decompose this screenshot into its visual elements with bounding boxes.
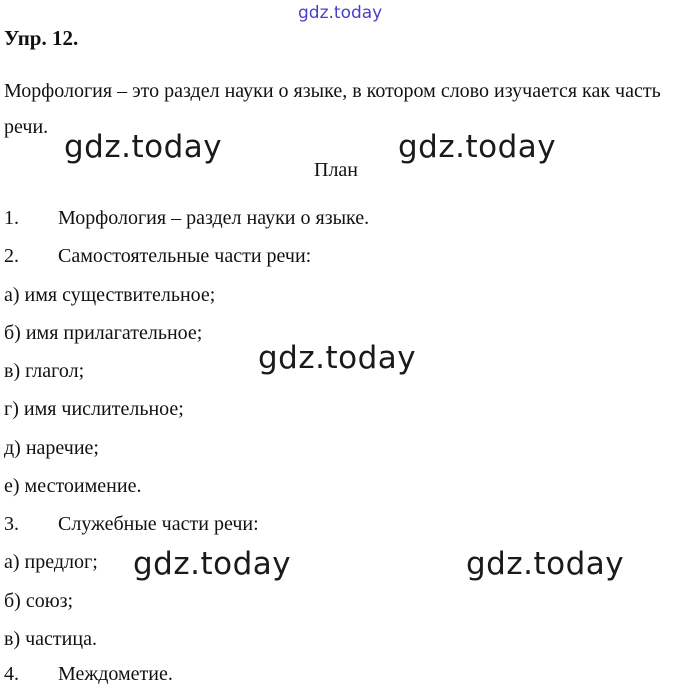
plan-item: [4, 206, 369, 230]
sub-item: в) частица.: [4, 628, 97, 650]
sub-item: б) имя прилагательное;: [4, 322, 203, 344]
sub-item: д) наречие;: [4, 437, 99, 459]
sub-item: б) союз;: [4, 590, 74, 612]
watermark: gdz.today: [64, 129, 223, 165]
item-text: Самостоятельные части речи:: [58, 245, 312, 267]
sub-item: г) имя числительное;: [4, 398, 184, 420]
watermark: gdz.today: [133, 546, 292, 582]
definition-paragraph: Морфология – это раздел науки о языке, в котором слово изучается как часть речи.: [4, 80, 661, 138]
item-number: 1.: [4, 207, 19, 229]
sub-item: в) глагол;: [4, 360, 85, 382]
item-text: Междометие.: [58, 663, 173, 685]
item-text: Морфология – раздел науки о языке.: [58, 207, 370, 229]
exercise-title: Упр. 12.: [4, 26, 79, 50]
watermark: gdz.today: [258, 340, 417, 376]
plan-heading: План: [314, 159, 359, 181]
item-text: Служебные части речи:: [58, 513, 259, 535]
plan-item: [4, 662, 173, 686]
watermark: gdz.today: [466, 546, 625, 582]
sub-item: а) предлог;: [4, 551, 98, 573]
plan-item: [4, 512, 259, 536]
item-number: 4.: [4, 663, 19, 685]
item-number: 2.: [4, 245, 19, 267]
plan-item: [4, 244, 311, 268]
sub-item: е) местоимение.: [4, 475, 142, 497]
watermark: gdz.today: [398, 129, 557, 165]
sub-item: а) имя существительное;: [4, 284, 216, 306]
item-number: 3.: [4, 513, 19, 535]
watermark-top: gdz.today: [298, 3, 383, 23]
